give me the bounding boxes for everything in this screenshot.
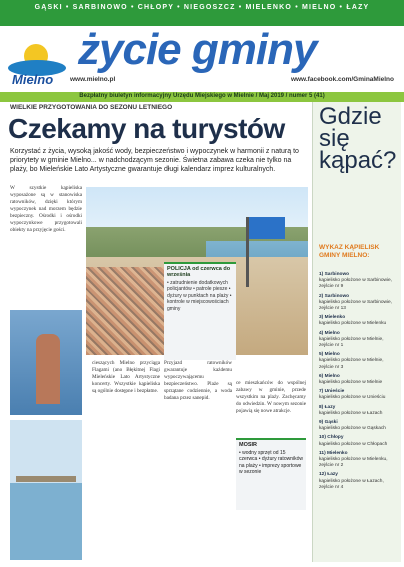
newspaper-title: życie gminy xyxy=(78,25,317,74)
list-item-title: 10) Chłopy xyxy=(319,435,344,441)
list-item xyxy=(319,294,397,313)
logo-text: Mielno xyxy=(12,72,54,87)
list-item-text: kąpielisko położone w Mielenku, zejście nr 2 xyxy=(319,457,388,469)
article-headline: Czekamy na turystów xyxy=(8,113,285,144)
list-item xyxy=(319,331,397,350)
list-item xyxy=(319,472,397,491)
police-infobox-title: POLICJA od czerwca do września xyxy=(167,266,231,278)
list-item-title: 5) Mielno xyxy=(319,352,340,358)
list-item-text: kąpielisko położone w Łazach xyxy=(319,410,383,416)
blue-flag-icon xyxy=(249,217,285,239)
list-item-text: kąpielisko położone w Mielnie xyxy=(319,380,383,386)
list-item xyxy=(319,315,397,327)
list-item-text: kąpielisko położone w Mielenku xyxy=(319,321,387,327)
sidebar-heading: WYKAZ KĄPIELISK GMINY MIELNO: xyxy=(319,244,380,259)
list-item-text: kąpielisko położone w Sarbinowie, zejście nr 9 xyxy=(319,278,393,290)
list-item-title: 7) Unieście xyxy=(319,389,345,395)
article-lead: Korzystać z życia, wysoką jakość wody, bezpieczeństwo i wypoczynek w harmonii z naturą to priorytety w gminie Mielno... w nadchodzącym sezonie. Świetna zabawa czeka nie tylko na plaży, bo Mieleńskie Lato Artystyczne gwarantuje długi kalendarz imprez kulturalnych. xyxy=(10,148,299,173)
article-kicker: WIELKIE PRZYGOTOWANIA DO SEZONU LETNIEGO xyxy=(10,104,173,111)
list-item-title: 9) Gąski xyxy=(319,420,338,426)
list-item xyxy=(319,389,397,401)
list-item xyxy=(319,435,397,447)
mosir-infobox xyxy=(236,438,306,510)
list-item xyxy=(319,272,397,291)
article-column-4: ce mieszkańców do wspólnej zabawy w gminie, przede wszystkim na plaży. Zachęcamy do odwiedzin. W nowym sezonie pojawią się nowe atrakcje. xyxy=(236,380,306,414)
facebook-link[interactable]: www.facebook.com/GminaMielno xyxy=(290,76,394,83)
beach-list xyxy=(319,272,397,494)
sidebar xyxy=(312,102,401,562)
masthead xyxy=(0,26,404,90)
article-column-1: W szystkie kąpieliska wyposażone są w stanowiska ratowników, dzięki którym wypoczynek nad morzem będzie bezpieczny. Ośrodki i ośrodki wypoczynkowe przygotowali obiekty na przyjęcie gości. xyxy=(10,185,82,233)
towns-list: GĄSKI • SARBINOWO • CHŁOPY • NIEGOSZCZ • MIELENKO • MIELNO • ŁAZY xyxy=(34,4,370,11)
list-item-title: 1) Sarbinowo xyxy=(319,272,350,277)
mielno-logo xyxy=(8,38,66,86)
list-item xyxy=(319,405,397,417)
list-item-title: 11) Mielenko xyxy=(319,450,348,456)
list-item xyxy=(319,420,397,432)
list-item-text: kąpielisko położone w Chłopach xyxy=(319,441,388,447)
list-item-text: kąpielisko położone w Sarbinowie, zejście nr 13 xyxy=(319,299,393,312)
sidebar-question: Gdzie się kąpać? xyxy=(319,103,397,174)
list-item-title: 3) Mielenko xyxy=(319,315,346,321)
list-item xyxy=(319,352,397,371)
police-infobox-body: • zatrudnienie dodatkowych policjantów • patrole piesze • dyżury w punktach na plaży • kontrole w miejscowościach gminy xyxy=(167,280,232,312)
list-item-title: 4) Mielno xyxy=(319,330,340,336)
list-item xyxy=(319,374,397,386)
list-item-text: kąpielisko położone w Gąskach xyxy=(319,426,386,432)
list-item-text: kąpielisko położone w Mielnie, zejście nr 3 xyxy=(319,358,384,370)
pier-deck xyxy=(16,476,76,482)
list-item-title: 12) Łazy xyxy=(319,472,338,478)
police-infobox xyxy=(164,262,236,360)
website-link[interactable]: www.mielno.pl xyxy=(70,76,116,83)
list-item-text: kąpielisko położone w Unieściu xyxy=(319,395,386,401)
list-item-text: kąpielisko położone w Mielnie, zejście nr 1 xyxy=(319,336,384,349)
mosir-infobox-body: • wodny sprzęt od 15 czerwca • dyżury ratowników na plaży • imprezy sportowe w sezonie xyxy=(239,450,303,476)
article-column-2: cieszących Mielno przyciąga Flagami (ano Błękitnej Flagi Mieleńskie Lato Artystyczne koncerty. Wszystkie kąpieliska są ogólnie dostępne i bezpłatne. xyxy=(92,360,160,394)
article-column-3: Przyjazd ratowników gwarantuje każdemu wypoczywającemu bezpieczeństwo. Plaże są sprzątane codziennie, a woda badana przez sanepid. xyxy=(164,360,232,401)
person-figure xyxy=(36,334,60,404)
list-item-title: 6) Mielno xyxy=(319,373,340,379)
list-item-text: kąpielisko położone w Łazach, zejście nr 4 xyxy=(319,478,384,490)
mosir-infobox-title: MOSIR xyxy=(239,442,258,448)
list-item-title: 8) Łazy xyxy=(319,404,336,410)
list-item xyxy=(319,451,397,470)
kiosk-photo xyxy=(10,310,82,415)
pier-photo xyxy=(10,420,82,560)
list-item-title: 2) Sarbinowo xyxy=(319,293,350,299)
issue-text: Bezpłatny biuletyn informacyjny Urzędu Miejskiego w Mielnie / Maj 2019 / numer 5 (41) xyxy=(79,93,325,99)
